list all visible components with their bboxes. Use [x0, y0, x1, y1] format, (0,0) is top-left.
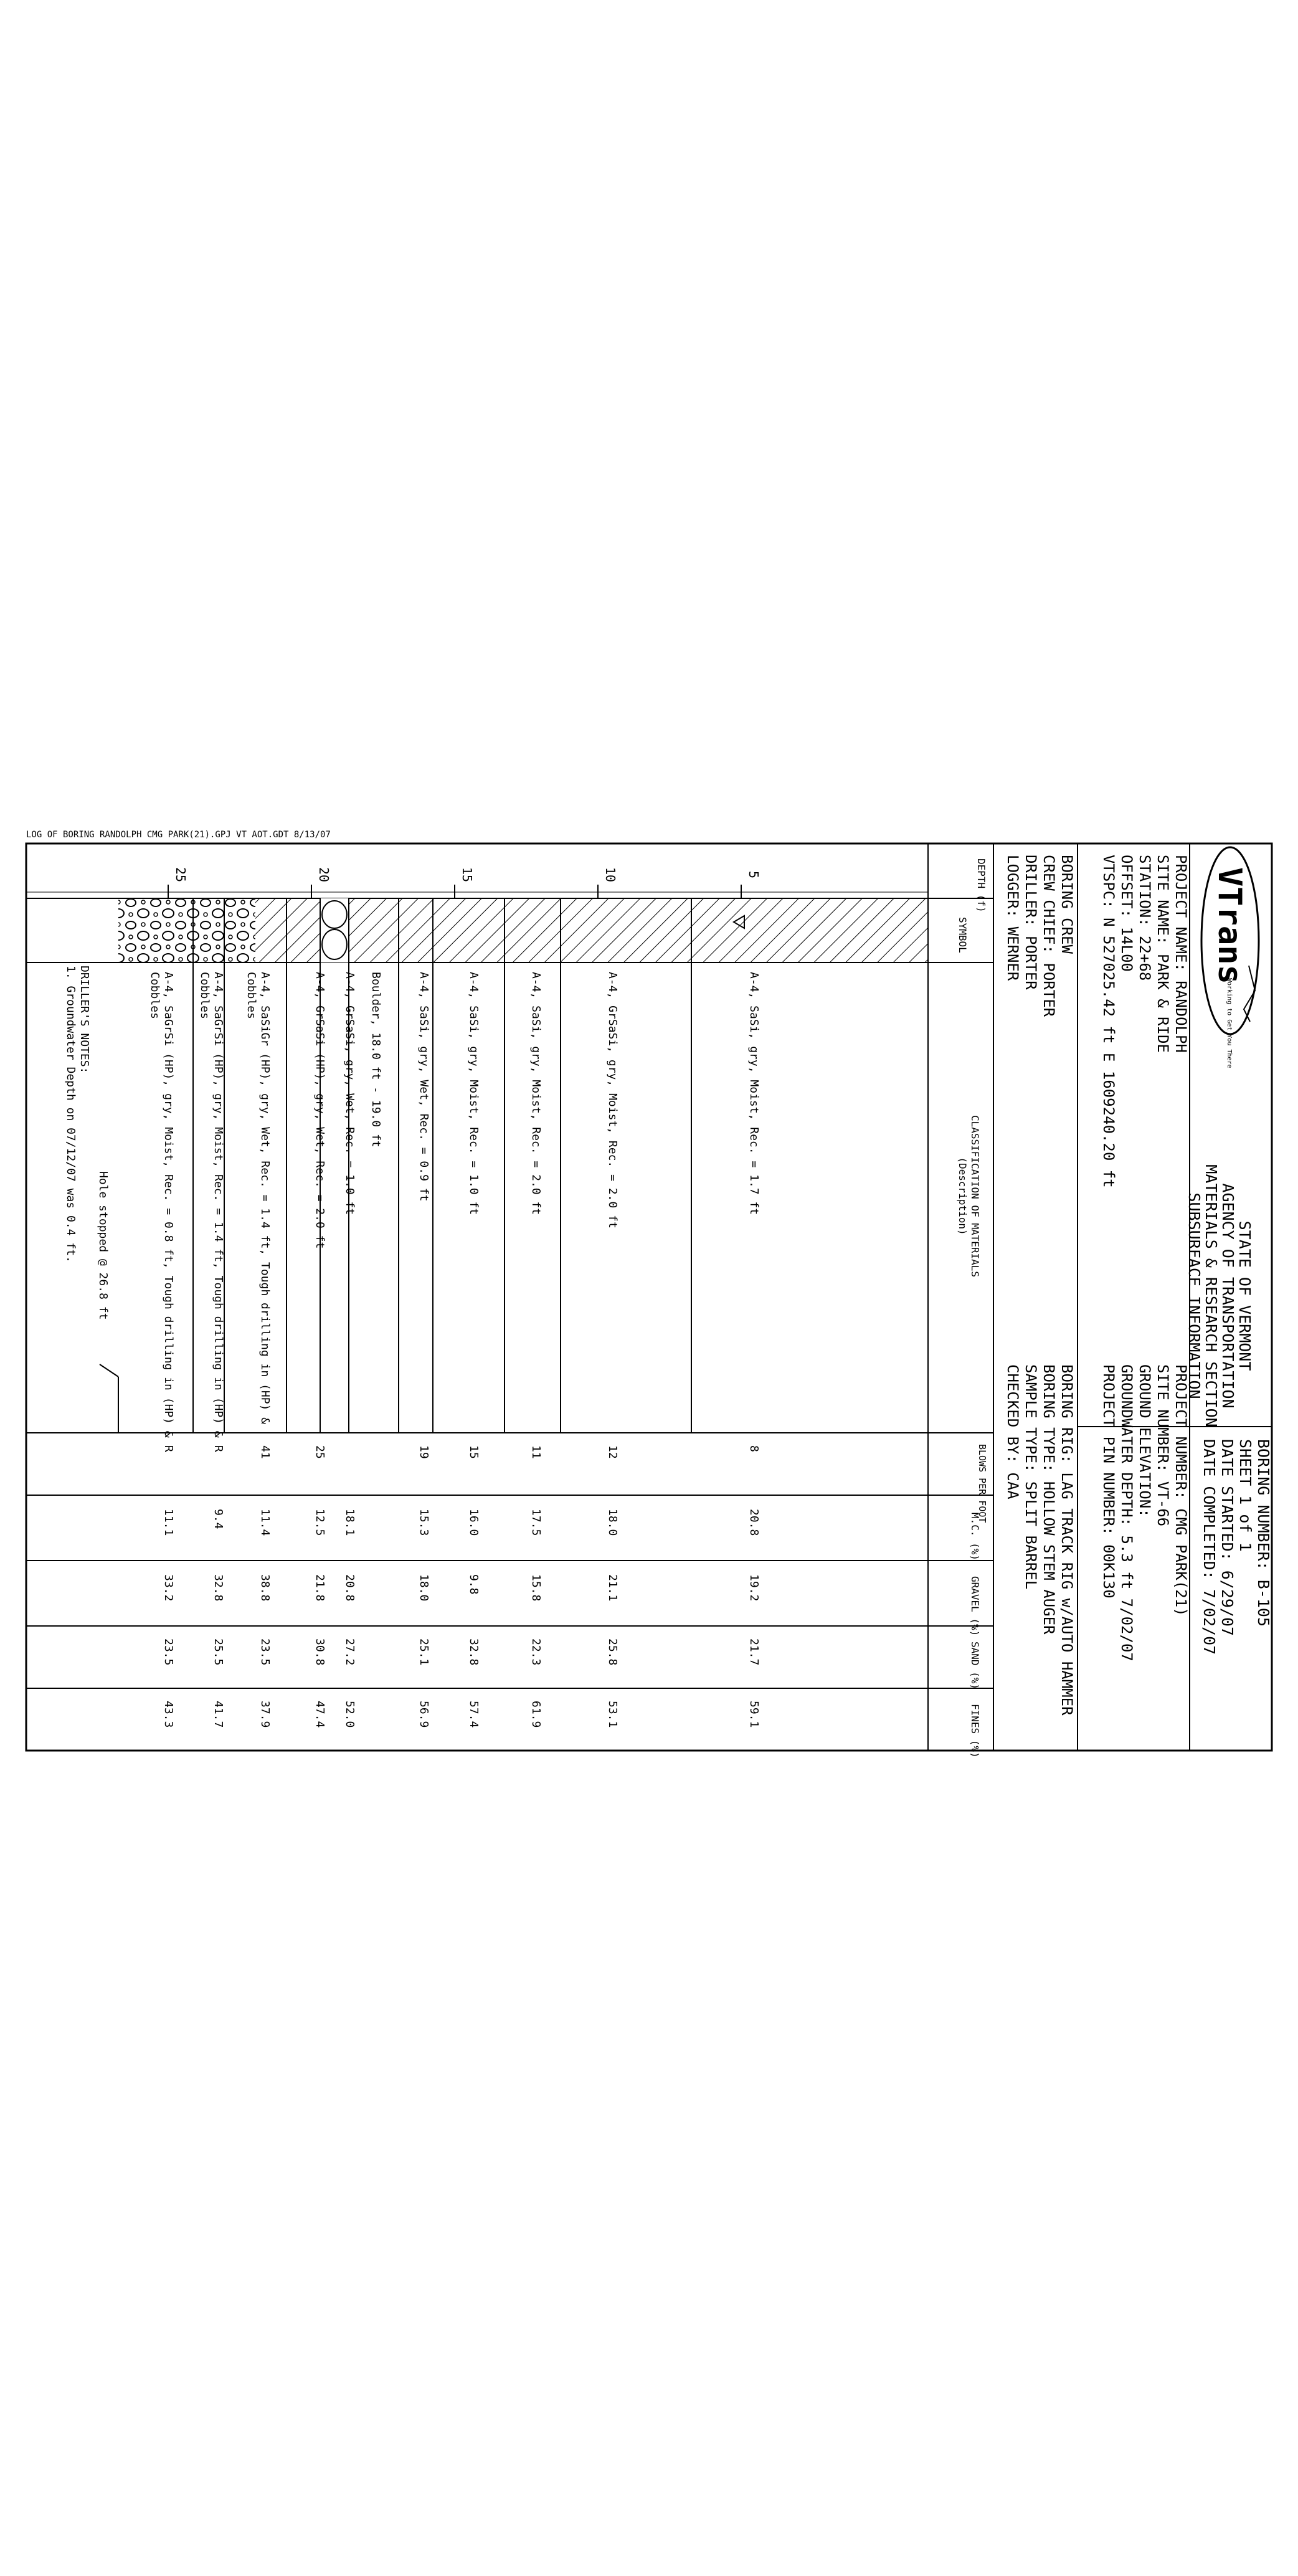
cell-sand: 30.8 [313, 1638, 326, 1666]
depth-label-25: 25 [173, 867, 188, 883]
cell-sand: 22.3 [529, 1638, 542, 1666]
cell-fines: 57.4 [467, 1701, 480, 1728]
logger: LOGGER: WERNER [1004, 855, 1021, 981]
groundwater-depth: GROUNDWATER DEPTH: 5.3 ft 7/02/07 [1118, 1364, 1135, 1661]
cell-fines: 61.9 [529, 1701, 542, 1728]
header-description: (Description) [957, 1157, 969, 1235]
cell-gravel: 9.8 [467, 1574, 480, 1595]
cell-blows: R [212, 1445, 225, 1452]
cell-fines: 56.9 [417, 1701, 430, 1728]
cell-fines: 41.7 [212, 1701, 225, 1728]
site-name: SITE NAME: PARK & RIDE [1154, 855, 1172, 1053]
cell-blows: 11 [529, 1445, 542, 1459]
header-classification: CLASSIFICATION OF MATERIALS [969, 1115, 981, 1278]
cell-gravel: 15.8 [529, 1574, 542, 1602]
log-table [26, 844, 993, 1758]
cell-sand: 25.8 [606, 1638, 619, 1666]
project-pin: PROJECT PIN NUMBER: 00K130 [1100, 1364, 1117, 1599]
logo-text: VTrans [1211, 867, 1248, 984]
vtrans-logo [1201, 847, 1259, 1068]
depth-scale [26, 867, 928, 898]
layer-description: A-4, SaSi, gry, Moist, Rec. = 1.0 ft [467, 972, 480, 1215]
cell-mc: 20.8 [747, 1509, 760, 1536]
header-depth: DEPTH (f) [975, 858, 987, 913]
agency-line-4: SUBSURFACE INFORMATION [1185, 1192, 1203, 1399]
vtspc: VTSPC: N 527025.42 ft E 1609240.20 ft [1100, 855, 1117, 1188]
title-block [993, 844, 1272, 1751]
boring-rig: BORING RIG: LAG TRACK RIG w/AUTO HAMMER [1058, 1364, 1076, 1716]
cell-sand: 27.2 [343, 1638, 356, 1666]
boring-crew-title: BORING CREW [1058, 855, 1076, 954]
header-fines: FINES (%) [969, 1704, 981, 1758]
cell-blows: R [162, 1445, 175, 1452]
soil-symbols [118, 898, 928, 962]
header-blows: BLOWS PER FOOT [977, 1444, 988, 1523]
cell-gravel: 18.0 [417, 1574, 430, 1602]
boring-number: BORING NUMBER: B-105 [1254, 1439, 1272, 1627]
notes-line-1: 1. Groundwater Depth on 07/12/07 was 0.4 ft. [64, 966, 77, 1263]
cell-fines: 43.3 [162, 1701, 175, 1728]
cell-gravel: 19.2 [747, 1574, 760, 1602]
header-sand: SAND (%) [969, 1642, 981, 1690]
cell-gravel: 20.8 [343, 1574, 356, 1602]
cell-gravel: 38.8 [258, 1574, 272, 1602]
cell-sand: 25.5 [212, 1638, 225, 1666]
cell-gravel: 33.2 [162, 1574, 175, 1602]
driller: DRILLER: PORTER [1022, 855, 1040, 990]
layer-description: A-4, SaSiGr (HP), gry, Wet, Rec. = 1.4 ft, Tough drilling in (HP) & [258, 972, 272, 1425]
cell-gravel: 21.1 [606, 1574, 619, 1602]
cell-mc: 9.4 [212, 1509, 225, 1529]
layer-description-continued: Cobbles [148, 972, 161, 1019]
layer-description: A-4, SaSi, gry, Moist, Rec. = 1.7 ft [747, 972, 760, 1215]
agency-line-1: STATE OF VERMONT [1236, 1220, 1254, 1371]
hole-stopped: Hole stopped @ 26.8 ft [97, 1171, 110, 1320]
cell-blows: 41 [258, 1445, 272, 1459]
boulder-symbol [320, 898, 349, 962]
depth-label-5: 5 [746, 871, 761, 879]
cell-blows: 12 [606, 1445, 619, 1459]
cell-blows: 25 [313, 1445, 326, 1459]
cell-mc: 12.5 [313, 1509, 326, 1536]
project-number: PROJECT NUMBER: CMG PARK(21) [1172, 1364, 1190, 1617]
header-symbol: SYMBOL [957, 917, 969, 953]
cell-mc: 15.3 [417, 1509, 430, 1536]
cell-fines: 52.0 [343, 1701, 356, 1728]
agency-line-3: MATERIALS & RESEARCH SECTION [1202, 1164, 1220, 1427]
cell-sand: 23.5 [258, 1638, 272, 1666]
offset: OFFSET: 14L00 [1118, 855, 1135, 972]
cell-mc: 18.0 [606, 1509, 619, 1536]
cell-mc: 18.1 [343, 1509, 356, 1536]
project-name: PROJECT NAME: RANDOLPH [1172, 855, 1190, 1053]
cell-fines: 59.1 [747, 1701, 760, 1728]
cell-blows: 15 [467, 1445, 480, 1459]
checked-by: CHECKED BY: CAA [1004, 1364, 1021, 1499]
layer-description: Boulder, 18.0 ft - 19.0 ft [369, 972, 382, 1148]
layer-description: A-4, GrSaSi, gry, Wet, Rec. = 1.0 ft [343, 972, 356, 1215]
ground-elevation: GROUND ELEVATION: [1136, 1364, 1154, 1518]
cell-sand: 23.5 [162, 1638, 175, 1666]
cell-mc: 11.1 [162, 1509, 175, 1536]
boring-type: BORING TYPE: HOLLOW STEM AUGER [1040, 1364, 1058, 1635]
cell-mc: 17.5 [529, 1509, 542, 1536]
logo-subtext: Working to Get You There [1226, 978, 1233, 1068]
notes-title: DRILLER'S NOTES: [78, 966, 91, 1074]
header-mc: M.C. (%) [969, 1513, 981, 1561]
site-number: SITE NUMBER: VT-66 [1154, 1364, 1172, 1527]
cell-sand: 21.7 [747, 1638, 760, 1666]
header-gravel: GRAVEL (%) [969, 1576, 981, 1637]
cell-fines: 37.9 [258, 1701, 272, 1728]
depth-label-10: 10 [603, 867, 618, 883]
agency-line-2: AGENCY OF TRANSPORTATION [1219, 1183, 1237, 1409]
layer-description: A-4, GrSaSi, gry, Moist, Rec. = 2.0 ft [606, 972, 619, 1229]
cell-gravel: 32.8 [212, 1574, 225, 1602]
sheet-number: SHEET 1 of 1 [1236, 1439, 1254, 1552]
layer-description-continued: Cobbles [198, 972, 211, 1019]
date-completed: DATE COMPLETED: 7/02/07 [1200, 1439, 1218, 1655]
cell-blows: 19 [417, 1445, 430, 1459]
layer-description: A-4, SaSi, gry, Moist, Rec. = 2.0 ft [529, 972, 542, 1215]
cell-sand: 32.8 [467, 1638, 480, 1666]
cell-fines: 47.4 [313, 1701, 326, 1728]
layer-description: A-4, SaGrSi (HP), gry, Moist, Rec. = 1.4 ft, Tough drilling in (HP) & [212, 972, 225, 1438]
depth-label-20: 20 [316, 867, 331, 883]
layer-description: A-4, GrSaSi (HP), gry, Wet, Rec. = 2.0 ft [313, 972, 326, 1249]
cell-fines: 53.1 [606, 1701, 619, 1728]
layer-description: A-4, SaGrSi (HP), gry, Moist, Rec. = 0.8 ft, Tough drilling in (HP) & [162, 972, 175, 1438]
cell-mc: 11.4 [258, 1509, 272, 1536]
date-started: DATE STARTED: 6/29/07 [1218, 1439, 1236, 1637]
depth-label-15: 15 [460, 867, 475, 883]
station: STATION: 22+68 [1136, 855, 1154, 981]
file-header: LOG OF BORING RANDOLPH CMG PARK(21).GPJ VT AOT.GDT 8/13/07 [26, 830, 331, 840]
layer-description-continued: Cobbles [245, 972, 258, 1019]
layer-description: A-4, SaSi, gry, Wet, Rec. = 0.9 ft [417, 972, 430, 1202]
crew-chief: CREW CHIEF: PORTER [1040, 855, 1058, 1017]
sample-type: SAMPLE TYPE: SPLIT BARREL [1022, 1364, 1040, 1590]
cell-blows: 8 [747, 1445, 760, 1452]
cell-gravel: 21.8 [313, 1574, 326, 1602]
cell-sand: 25.1 [417, 1638, 430, 1666]
cell-mc: 16.0 [467, 1509, 480, 1536]
layer-rows [148, 898, 760, 1728]
